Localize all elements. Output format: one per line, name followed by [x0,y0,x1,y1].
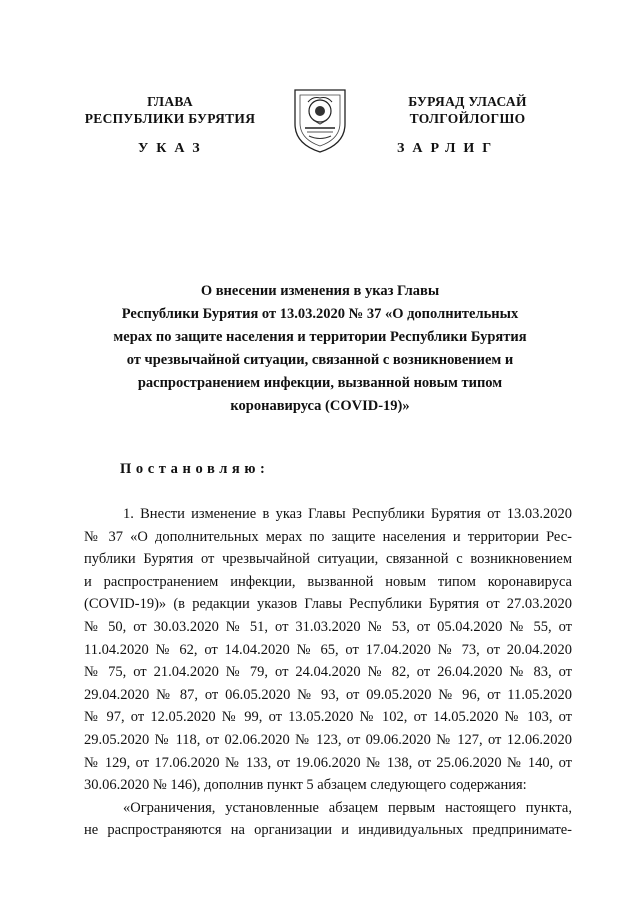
header-right-title [385,93,550,127]
body-line: 29.05.2020 № 118, от 02.06.2020 № 123, от 09.06.2020 № 127, от 12.06.2020 [84,731,572,748]
body-line: не распространяются на организации и индивидуальных предпринимате- [84,822,572,839]
header-left-line-2: РЕСПУБЛИКИ БУРЯТИЯ [84,111,256,126]
body-line: № 50, от 30.03.2020 № 51, от 31.03.2020 № 53, от 05.04.2020 № 55, от [84,618,572,635]
body-line: № 37 «О дополнительных мерах по защите населения и территории Рес- [84,528,572,545]
decree-heading: Постановляю: [120,461,270,477]
header-right-line-1: БУРЯАД УЛАСАЙ [408,94,527,109]
body-line: 11.04.2020 № 62, от 14.04.2020 № 65, от 17.04.2020 № 73, от 20.04.2020 [84,641,572,658]
coat-of-arms-icon [291,84,349,154]
title-line: Республики Бурятия от 13.03.2020 № 37 «О дополнительных [121,306,519,322]
body-line: и распространением инфекции, вызванной новым типом коронавируса [84,573,572,590]
body-line: № 75, от 21.04.2020 № 79, от 24.04.2020 № 82, от 26.04.2020 № 83, от [84,664,572,681]
header-right-line-2: ТОЛГОЙЛОГШО [409,111,526,126]
body-line: «Ограничения, установленные абзацем первым настоящего пункта, [123,799,572,816]
doc-type-zarlig: ЗАРЛИГ [397,141,500,156]
title-line: О внесении изменения в указ Главы [200,283,440,299]
body-line: 29.04.2020 № 87, от 06.05.2020 № 93, от 09.05.2020 № 96, от 11.05.2020 [84,686,572,703]
title-line: коронавируса (COVID-19)» [230,398,410,414]
body-line: публики Бурятия от чрезвычайной ситуации, связанной с возникновением [84,551,572,568]
document-title [80,280,560,418]
title-line: мерах по защите населения и территории Республики Бурятия [113,329,527,345]
body-line: № 97, от 12.05.2020 № 99, от 13.05.2020 № 102, от 14.05.2020 № 103, от [84,709,572,726]
body-line: 1. Внести изменение в указ Главы Республики Бурятия от 13.03.2020 [123,506,572,522]
header-left-line-1: ГЛАВА [147,94,193,109]
title-line: распространением инфекции, вызванной новым типом [137,375,503,391]
body-line: 30.06.2020 № 146), дополнив пункт 5 абзацем следующего содержания: [84,777,527,794]
header-left-title [80,93,260,127]
document-body [84,503,572,842]
doc-type-ukaz: УКАЗ [138,141,208,156]
body-line: (COVID-19)» (в редакции указов Главы Республики Бурятия от 27.03.2020 [84,596,572,613]
title-line: от чрезвычайной ситуации, связанной с возникновением и [126,352,514,368]
body-line: № 129, от 17.06.2020 № 133, от 19.06.2020 № 138, от 25.06.2020 № 140, от [84,754,572,771]
